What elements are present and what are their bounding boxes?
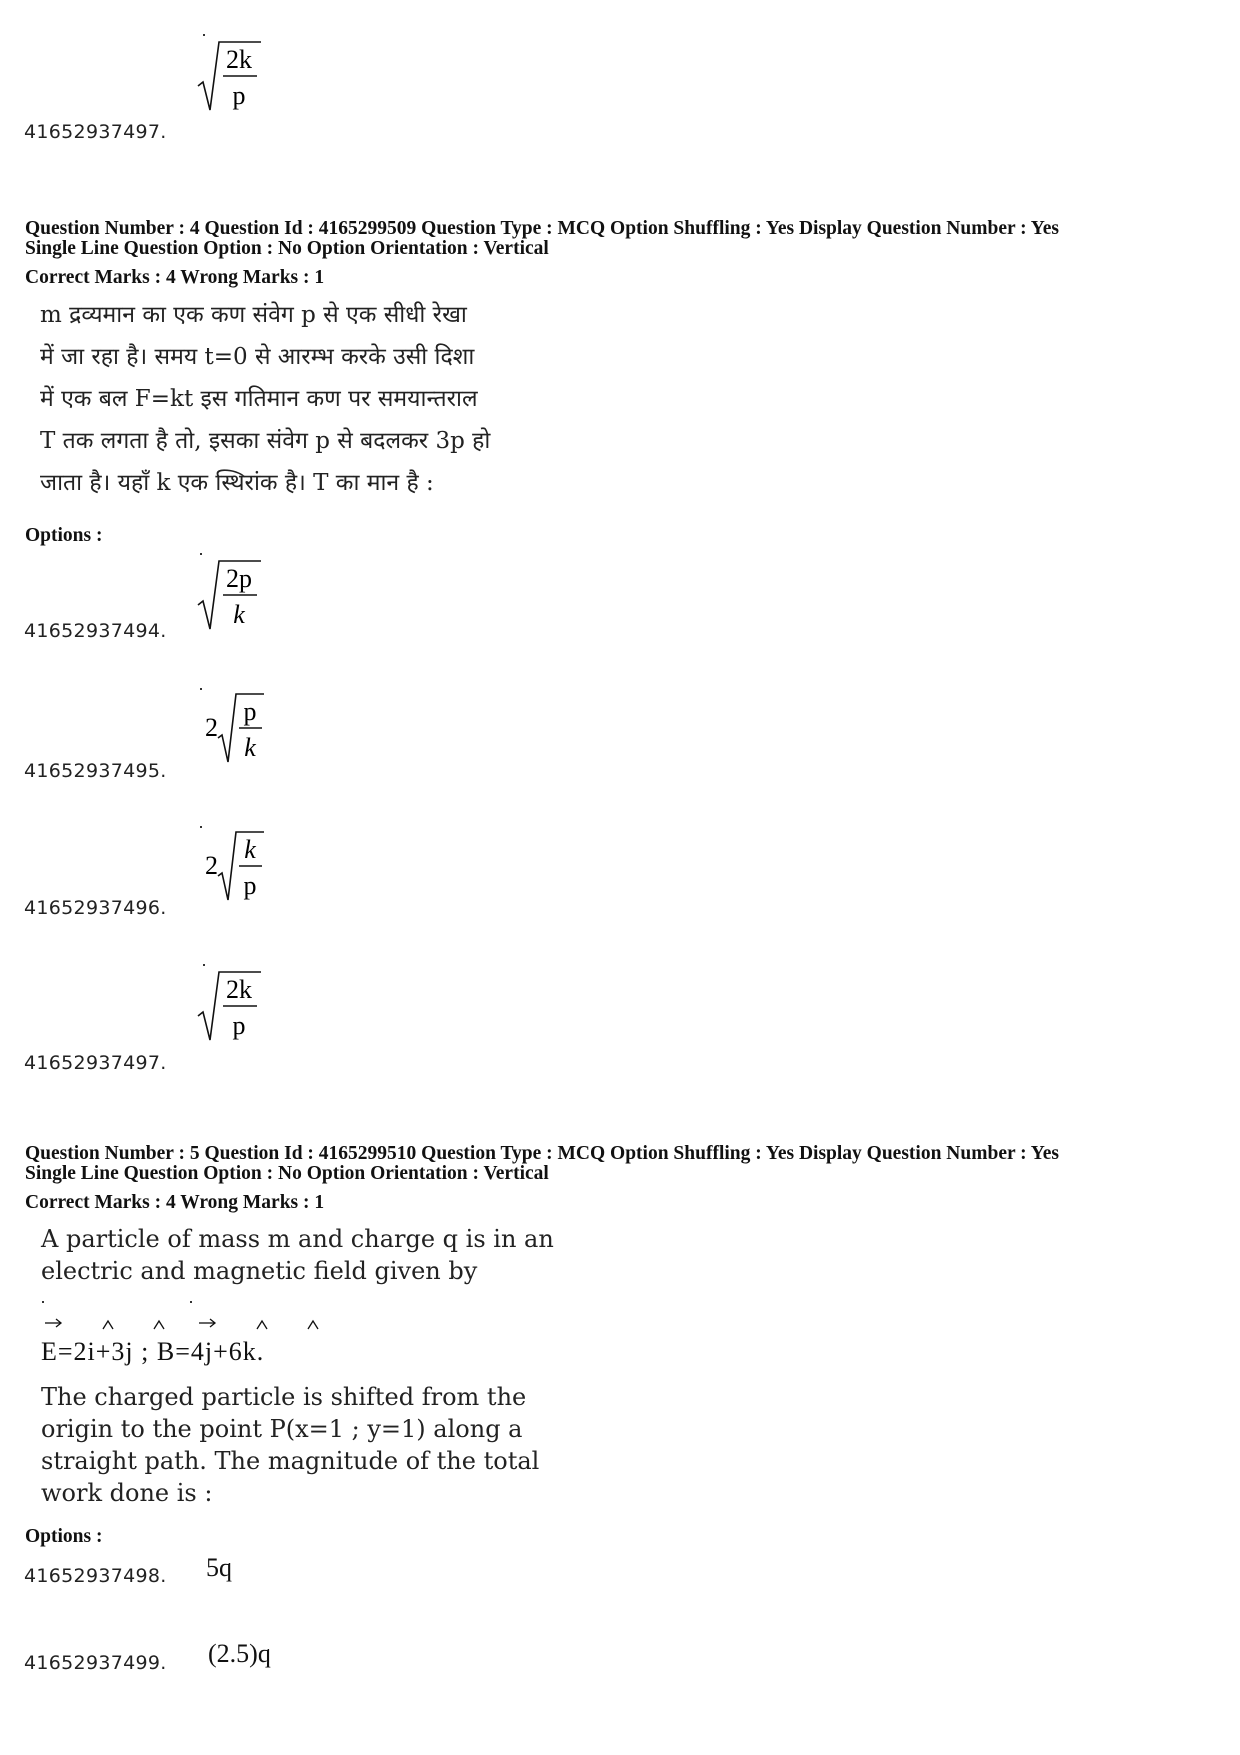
option-value: 5q	[206, 1553, 232, 1582]
question-line: The charged particle is shifted from the	[41, 1383, 527, 1411]
question-line: जाता है। यहाँ k एक स्थिरांक है। T का मान है :	[40, 470, 434, 496]
formula-numerator: 2p	[226, 564, 252, 593]
formula-denominator: p	[232, 81, 246, 110]
question-text	[40, 294, 560, 504]
sqrt-formula	[195, 968, 265, 1048]
dot-mark	[203, 964, 205, 966]
formula-coefficient: 2	[205, 713, 218, 742]
question-text	[41, 1381, 561, 1509]
marks-line: Correct Marks : 4 Wrong Marks : 1	[25, 1192, 325, 1213]
formula-numerator: 2k	[226, 45, 252, 74]
options-label: Options :	[25, 525, 103, 546]
formula-denominator: k	[233, 600, 245, 629]
option-id: 41652937497.	[24, 121, 167, 143]
marks-line: Correct Marks : 4 Wrong Marks : 1	[25, 267, 325, 288]
formula-denominator: p	[232, 1011, 246, 1040]
question-line: origin to the point P(x=1 ; y=1) along a	[41, 1415, 523, 1443]
options-label: Options :	[25, 1526, 103, 1547]
sqrt-formula	[200, 828, 270, 908]
field-equation	[41, 1311, 441, 1371]
question-line: T तक लगता है तो, इसका संवेग p से बदलकर 3p हो	[40, 428, 491, 454]
dot-mark	[200, 553, 202, 555]
option-id[interactable]: 41652937499.	[24, 1652, 167, 1674]
sqrt-formula	[200, 690, 270, 770]
question-line: work done is :	[41, 1479, 213, 1507]
question-line: में एक बल F=kt इस गतिमान कण पर समयान्तराल	[40, 386, 478, 412]
question-line: m द्रव्यमान का एक कण संवेग p से एक सीधी रेखा	[40, 302, 467, 328]
question-line: में जा रहा है। समय t=0 से आरम्भ करके उसी दिशा	[40, 344, 475, 370]
formula-numerator: p	[243, 697, 257, 726]
dot-mark	[190, 1301, 192, 1303]
option-id[interactable]: 41652937496.	[24, 897, 167, 919]
question-meta-line1: Question Number : 5 Question Id : 4165299510 Question Type : MCQ Option Shuffling : Yes Display Question Number : Yes	[25, 1143, 1059, 1164]
question-line: A particle of mass m and charge q is in an	[41, 1225, 554, 1253]
sqrt-formula	[195, 38, 265, 118]
formula-numerator: 2k	[226, 975, 252, 1004]
question-line: straight path. The magnitude of the total	[41, 1447, 540, 1475]
dot-mark	[203, 34, 205, 36]
formula-coefficient: 2	[205, 851, 218, 880]
option-value: (2.5)q	[208, 1639, 271, 1668]
option-id[interactable]: 41652937497.	[24, 1052, 167, 1074]
field-equation-text: E=2i+3j ; B=4j+6k.	[41, 1337, 265, 1366]
question-meta-line2: Single Line Question Option : No Option Orientation : Vertical	[25, 1163, 549, 1184]
question-meta-line2: Single Line Question Option : No Option Orientation : Vertical	[25, 238, 549, 259]
vector-hat-marks	[41, 1311, 371, 1371]
formula-numerator: k	[244, 835, 256, 864]
formula-denominator: p	[243, 871, 257, 900]
question-line: electric and magnetic field given by	[41, 1257, 478, 1285]
question-meta-line1: Question Number : 4 Question Id : 4165299509 Question Type : MCQ Option Shuffling : Yes Display Question Number : Yes	[25, 218, 1059, 239]
option-id[interactable]: 41652937494.	[24, 620, 167, 642]
option-id[interactable]: 41652937495.	[24, 760, 167, 782]
sqrt-formula	[195, 557, 265, 637]
option-id[interactable]: 41652937498.	[24, 1565, 167, 1587]
question-text	[41, 1223, 561, 1287]
dot-mark	[42, 1301, 44, 1303]
formula-denominator: k	[244, 733, 256, 762]
